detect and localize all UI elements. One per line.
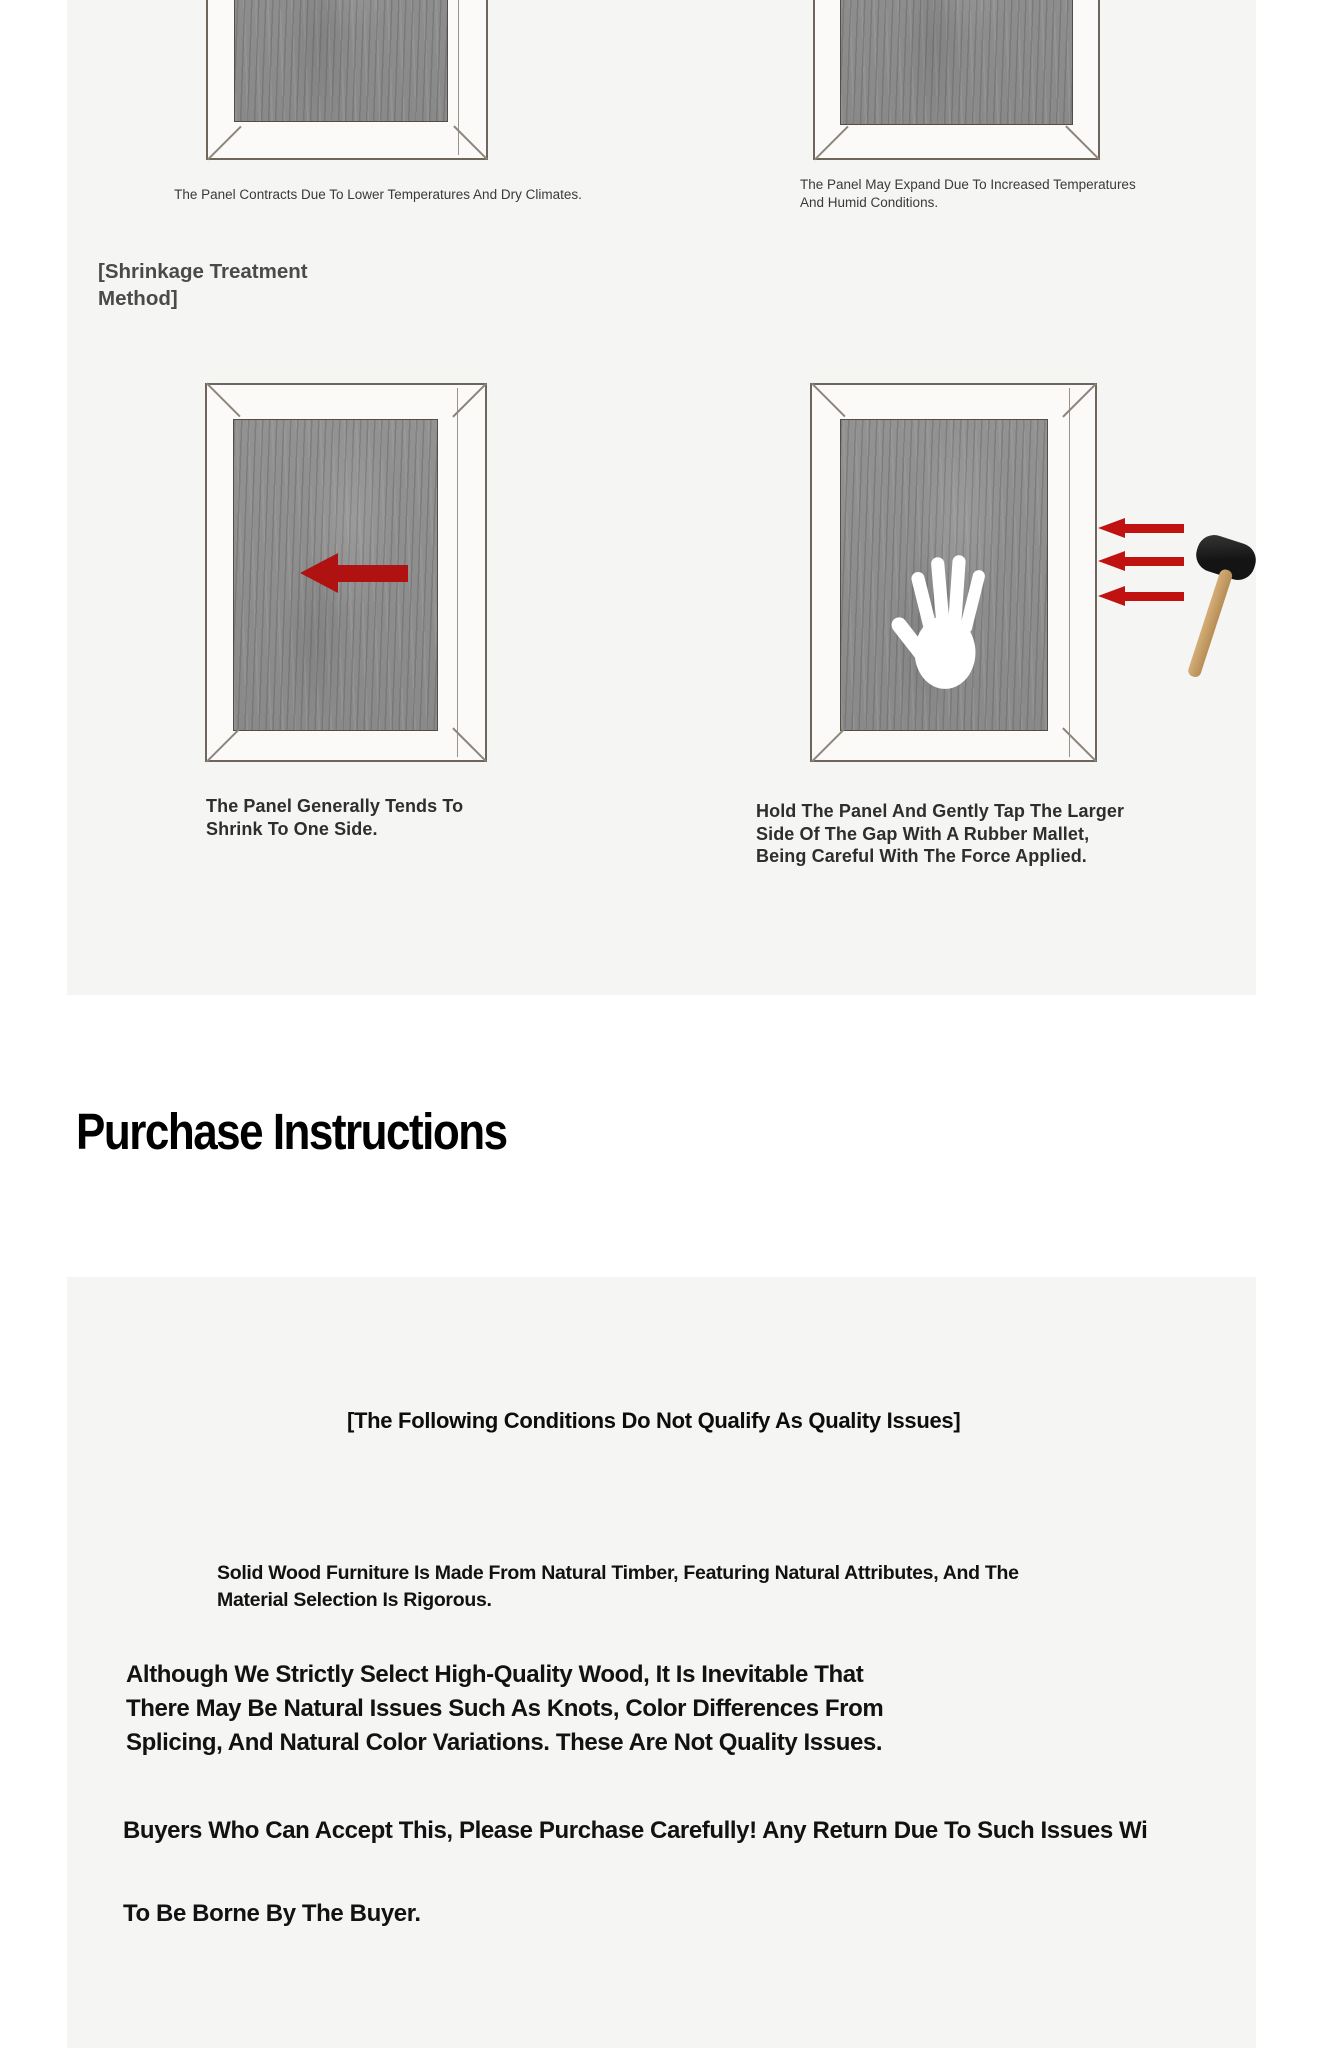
text-line: Material Selection Is Rigorous. bbox=[217, 1589, 492, 1611]
frame-inner-line bbox=[1069, 388, 1070, 757]
arrow-head bbox=[300, 553, 338, 593]
frame-inner-line bbox=[457, 388, 458, 757]
arrow-head bbox=[1098, 586, 1125, 606]
text-line: The Panel May Expand Due To Increased Temperatures bbox=[800, 177, 1136, 192]
tap-panel-illustration bbox=[810, 383, 1097, 762]
text-line: Splicing, And Natural Color Variations. These Are Not Quality Issues. bbox=[126, 1729, 883, 1756]
red-arrow-icon bbox=[1098, 586, 1184, 606]
red-arrow-icon bbox=[1098, 551, 1184, 571]
text-line: Shrink To One Side. bbox=[206, 819, 378, 839]
frame-mitre-line bbox=[206, 728, 240, 762]
text-line: Solid Wood Furniture Is Made From Natural Timber, Featuring Natural Attributes, And The bbox=[217, 1562, 1019, 1584]
shrunk-panel-illustration bbox=[205, 383, 487, 762]
borne-by-buyer-paragraph: To Be Borne By The Buyer. bbox=[123, 1900, 421, 1927]
frame-mitre-line bbox=[814, 126, 848, 160]
wood-grain bbox=[840, 0, 1073, 125]
contracted-panel-illustration bbox=[206, 0, 488, 160]
caption-panel-contracts: The Panel Contracts Due To Lower Temperatures And Dry Climates. bbox=[174, 187, 582, 202]
mallet-handle bbox=[1187, 568, 1234, 679]
arrow-shaft bbox=[338, 565, 408, 582]
quality-issues-heading: [The Following Conditions Do Not Qualify As Quality Issues] bbox=[347, 1408, 961, 1433]
arrow-shaft bbox=[1125, 524, 1184, 533]
wood-grain bbox=[234, 0, 448, 122]
arrow-head bbox=[1098, 551, 1125, 571]
frame-mitre-line bbox=[1062, 383, 1096, 417]
frame-mitre-line bbox=[811, 728, 845, 762]
purchase-instructions-heading: Purchase Instructions bbox=[76, 1104, 507, 1161]
frame-mitre-line bbox=[1062, 728, 1096, 762]
solid-wood-paragraph bbox=[217, 1560, 1019, 1614]
text-line: There May Be Natural Issues Such As Knots, Color Differences From bbox=[126, 1695, 884, 1722]
natural-issues-paragraph bbox=[126, 1658, 883, 1760]
red-arrow-icon bbox=[1098, 518, 1184, 538]
frame-mitre-line bbox=[206, 383, 240, 417]
text-line: Being Careful With The Force Applied. bbox=[756, 846, 1087, 866]
arrow-head bbox=[1098, 518, 1125, 538]
arrow-shaft bbox=[1125, 557, 1184, 566]
caption-panel-expands bbox=[800, 176, 1136, 211]
text-line: The Panel Generally Tends To bbox=[206, 796, 464, 816]
red-arrow-icon bbox=[300, 553, 408, 593]
caption-shrink-one-side bbox=[206, 795, 463, 841]
frame-mitre-line bbox=[811, 383, 845, 417]
text-line: And Humid Conditions. bbox=[800, 194, 939, 210]
arrow-shaft bbox=[1125, 592, 1184, 601]
panel-care-section bbox=[67, 0, 1256, 995]
shrinkage-treatment-heading bbox=[98, 258, 308, 312]
text-line: [Shrinkage Treatment bbox=[98, 260, 308, 283]
caption-tap-mallet bbox=[756, 800, 1124, 868]
text-line: Although We Strictly Select High-Quality Wood, It Is Inevitable That bbox=[126, 1661, 864, 1688]
hand-icon bbox=[884, 545, 996, 695]
text-line: Side Of The Gap With A Rubber Mallet, bbox=[756, 823, 1090, 844]
buyers-accept-paragraph: Buyers Who Can Accept This, Please Purchase Carefully! Any Return Due To Such Issues Wi bbox=[123, 1817, 1148, 1844]
expanded-panel-illustration bbox=[813, 0, 1100, 160]
text-line: Hold The Panel And Gently Tap The Larger bbox=[756, 801, 1125, 821]
mallet-icon bbox=[1180, 525, 1310, 695]
text-line: Method] bbox=[98, 287, 178, 310]
frame-mitre-line bbox=[1065, 126, 1099, 160]
frame-mitre-line bbox=[207, 126, 241, 160]
purchase-instructions-section bbox=[67, 1277, 1256, 2048]
